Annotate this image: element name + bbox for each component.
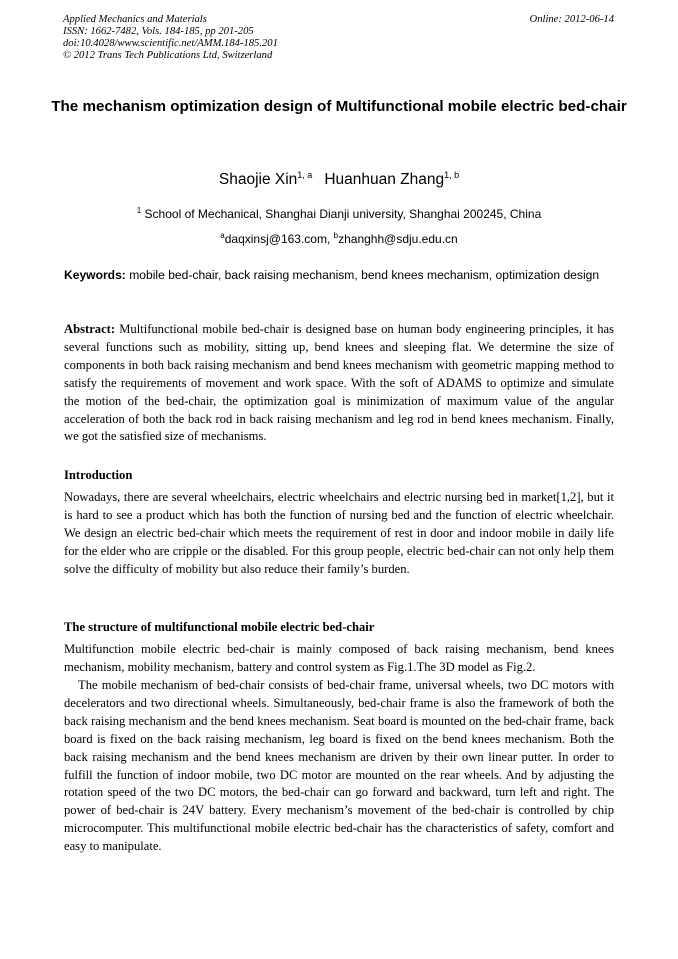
affiliation-text: School of Mechanical, Shanghai Dianji university, Shanghai 200245, China [144,207,542,221]
section-heading-structure: The structure of multifunctional mobile electric bed-chair [64,620,375,634]
affiliation-superscript: 1 [136,206,142,215]
keywords-block [64,266,614,284]
author-superscript: 1, a [297,170,313,180]
abstract-paragraph [64,321,614,446]
copyright-line: © 2012 Trans Tech Publications Ltd, Switzerland [63,50,273,61]
abstract-text: Multifunctional mobile bed-chair is designed base on human body engineering principles, it has several functions such as mobility, sitting up, bend knees and sleeping flat. We determine the size of components in both back raising mechanism and bend knees mechanism with geometric mapping method to satisfy the requirements of movement and work space. With the soft of ADAMS to optimize and simulate the motion of the bed-chair, the optimization goal is minimization of maximum value of the angular acceleration of both the back rod in back raising mechanism and leg rod in bend knees mechanism. Finally, we got the satisfied size of mechanisms. [64,322,614,444]
email-superscript: b [333,231,339,240]
keywords-label: Keywords: [64,268,126,282]
author-name: Shaojie Xin [218,171,298,189]
email-list [0,228,678,247]
author-superscript: 1, b [444,170,460,180]
email-superscript: a [220,231,225,240]
journal-header [63,14,614,62]
structure-paragraph-1: Multifunction mobile electric bed-chair is mainly composed of back raising mechanism, bend knees mechanism, mobility mechanism, battery and control system as Fig.1.The 3D model as Fig.2. [64,642,614,674]
section-heading-introduction: Introduction [64,468,133,482]
affiliation [0,203,678,222]
email-address: daqxinsj@163.com, [224,232,331,246]
doi-line: doi:10.4028/www.scientific.net/AMM.184-185.201 [63,38,278,49]
email-address: zhanghh@sdju.edu.cn [338,232,458,246]
structure-paragraph-2: The mobile mechanism of bed-chair consists of bed-chair frame, universal wheels, two DC motors with decelerators and two directional wheels. Simultaneously, bed-chair frame is also the framework of both the back raising mechanism and the bend knees mechanism. Seat board is mounted on the bed-chair frame, back board is fixed on the back raising mechanism, leg board is fixed on the bend knees mechanism. Both the back raising mechanism and the bend knees mechanism are driven by their own linear putter. In order to fulfill the function of indoor mobile, two DC motor are mounted on the rear wheels. And by adjusting the rotation speed of the two DC motors, the bed-chair can go forward and backward, turn left and right. The power of bed-chair is 24V battery. Every mechanism’s movement of the bed-chair is controlled by chip microcomputer. This multifunctional mobile electric bed-chair has the characteristics of safety, comfort and easy to manipulate. [64,678,614,854]
author-name: Huanhuan Zhang [324,171,445,189]
keywords-text: mobile bed-chair, back raising mechanism, bend knees mechanism, optimization design [129,268,600,282]
introduction-paragraph: Nowadays, there are several wheelchairs, electric wheelchairs and electric nursing bed in market[1,2], but it is hard to see a product which has both the function of nursing bed and the function of electric wheelchair. We design an electric bed-chair which meets the requirement of rest in door and indoor mobile in daily life for the elder who are cripple or the disabled. For this group people, electric bed-chair can not only help them solve the difficulty of mobility but also reduce their family’s burden. [64,490,614,576]
issn-line: ISSN: 1662-7482, Vols. 184-185, pp 201-205 [63,26,254,37]
abstract-label: Abstract: [64,322,116,336]
author-list [0,165,678,190]
journal-name: Applied Mechanics and Materials [63,14,207,25]
online-date: Online: 2012-06-14 [529,14,614,25]
paper-title: The mechanism optimization design of Multifunctional mobile electric bed-chair [51,98,627,115]
